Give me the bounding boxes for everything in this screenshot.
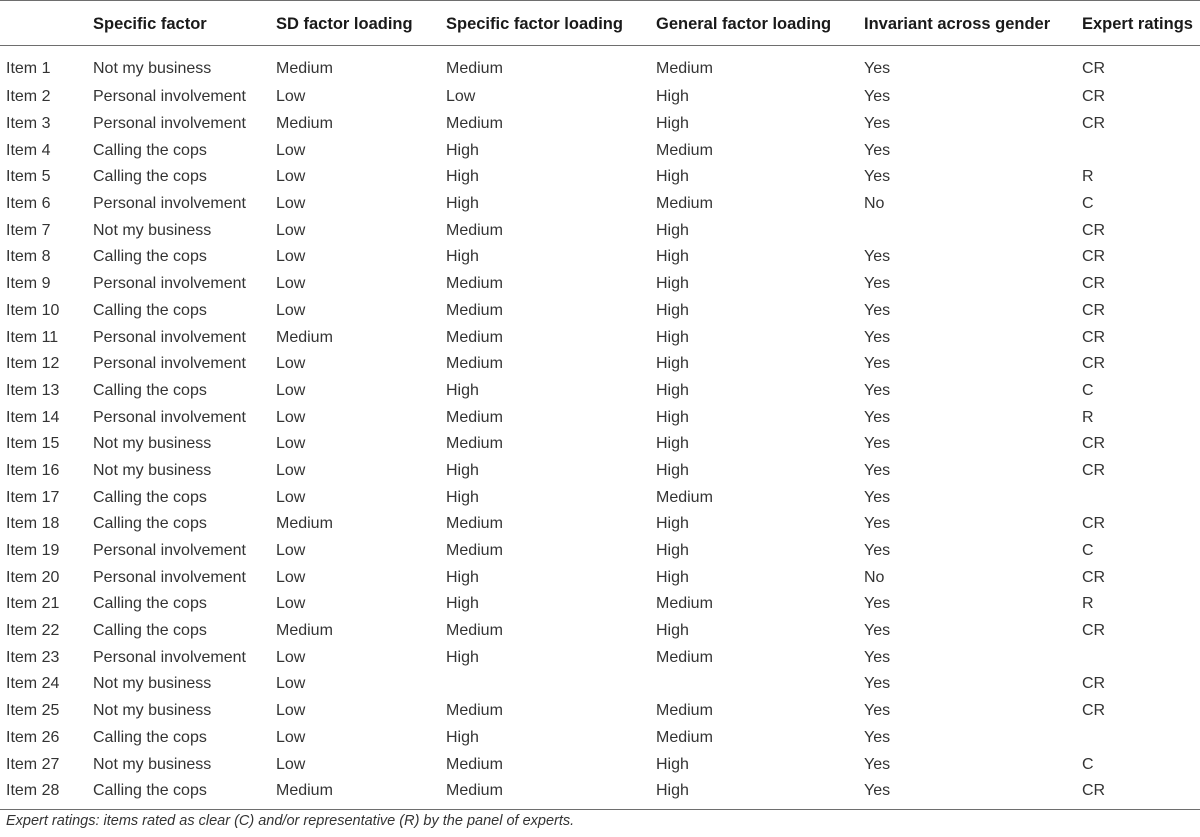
table-row <box>0 484 1200 511</box>
header-specific-factor-loading: Specific factor loading <box>446 1 656 46</box>
cell-specific-factor-loading: High <box>446 168 479 186</box>
cell-specific-factor-loading: High <box>446 595 479 613</box>
cell-invariant-across-gender: Yes <box>864 595 891 613</box>
cell-sd-factor-loading: Low <box>276 542 306 560</box>
cell-general-factor-loading: High <box>656 381 689 399</box>
table-row <box>0 164 1200 191</box>
cell-sd-factor-loading: Medium <box>276 328 333 346</box>
cell-invariant-across-gender: Yes <box>864 702 891 720</box>
cell-sd-factor-loading: Medium <box>276 60 333 77</box>
cell-sd-factor-loading: Low <box>276 248 306 266</box>
table-row <box>0 137 1200 164</box>
cell-specific-factor-loading: Medium <box>446 755 503 773</box>
cell-expert-rating: CR <box>1082 622 1106 640</box>
table-row <box>0 84 1200 111</box>
cell-item-label: Item 10 <box>6 301 60 319</box>
table-row <box>0 217 1200 244</box>
table-row <box>0 46 1200 85</box>
cell-specific-factor: Personal involvement <box>93 275 246 293</box>
header-row <box>0 1 1200 46</box>
cell-general-factor-loading: Medium <box>656 702 713 720</box>
cell-sd-factor-loading: Low <box>276 381 306 399</box>
cell-item-label: Item 20 <box>6 568 60 586</box>
cell-specific-factor-loading: High <box>446 648 479 666</box>
cell-sd-factor-loading: Low <box>276 195 306 213</box>
cell-item-label: Item 19 <box>6 542 60 560</box>
cell-sd-factor-loading: Medium <box>276 778 446 809</box>
cell-sd-factor-loading: Low <box>276 595 306 613</box>
cell-sd-factor-loading: Low <box>276 461 306 479</box>
cell-sd-factor-loading: Low <box>276 301 306 319</box>
cell-expert-rating: CR <box>1082 301 1106 319</box>
cell-specific-factor-loading: High <box>446 461 479 479</box>
table-row <box>0 618 1200 645</box>
cell-general-factor-loading: High <box>656 355 689 373</box>
cell-general-factor-loading: Medium <box>656 60 713 77</box>
cell-general-factor-loading: High <box>656 328 689 346</box>
cell-expert-rating: CR <box>1082 275 1106 293</box>
cell-item-label: Item 4 <box>6 141 51 159</box>
cell-specific-factor: Calling the cops <box>93 595 207 613</box>
cell-expert-rating: CR <box>1082 88 1106 106</box>
cell-expert-rating: CR <box>1082 221 1106 239</box>
cell-specific-factor-loading <box>446 671 656 698</box>
table-row <box>0 351 1200 378</box>
cell-invariant-across-gender: Yes <box>864 275 891 293</box>
table-row <box>0 778 1200 809</box>
cell-invariant-across-gender: Yes <box>864 355 891 373</box>
cell-item-label: Item 9 <box>6 275 51 293</box>
cell-specific-factor-loading: Medium <box>446 778 656 809</box>
cell-item-label: Item 5 <box>6 168 51 186</box>
cell-specific-factor-loading: High <box>446 248 479 266</box>
cell-specific-factor-loading: Medium <box>446 408 503 426</box>
cell-general-factor-loading: High <box>656 435 689 453</box>
cell-item-label: Item 7 <box>6 221 51 239</box>
cell-item-label: Item 16 <box>6 461 60 479</box>
table-row <box>0 431 1200 458</box>
cell-expert-rating <box>1082 137 1200 164</box>
table-row <box>0 538 1200 565</box>
cell-item-label: Item 28 <box>0 778 93 809</box>
cell-item-label: Item 23 <box>6 648 60 666</box>
cell-item-label: Item 22 <box>6 622 60 640</box>
cell-specific-factor: Calling the cops <box>93 301 207 319</box>
cell-invariant-across-gender: Yes <box>864 755 891 773</box>
cell-item-label: Item 27 <box>6 755 60 773</box>
cell-sd-factor-loading: Low <box>276 675 306 693</box>
cell-sd-factor-loading: Low <box>276 568 306 586</box>
cell-general-factor-loading: High <box>656 221 689 239</box>
table-row <box>0 458 1200 485</box>
cell-invariant-across-gender: Yes <box>864 542 891 560</box>
cell-general-factor-loading: High <box>656 248 689 266</box>
cell-specific-factor: Not my business <box>93 675 212 693</box>
cell-general-factor-loading: High <box>656 755 689 773</box>
cell-expert-rating: C <box>1082 381 1094 399</box>
cell-item-label: Item 18 <box>6 515 60 533</box>
cell-item-label: Item 14 <box>6 408 60 426</box>
cell-expert-rating: R <box>1082 595 1094 613</box>
cell-invariant-across-gender: Yes <box>864 115 891 133</box>
cell-invariant-across-gender <box>864 217 1082 244</box>
header-general-factor-loading: General factor loading <box>656 1 864 46</box>
cell-sd-factor-loading: Low <box>276 408 306 426</box>
cell-general-factor-loading: High <box>656 88 689 106</box>
cell-item-label: Item 26 <box>6 728 60 746</box>
cell-item-label: Item 3 <box>6 115 51 133</box>
cell-item-label: Item 25 <box>6 702 60 720</box>
cell-general-factor-loading <box>656 671 864 698</box>
cell-invariant-across-gender: Yes <box>864 778 1082 809</box>
cell-invariant-across-gender: Yes <box>864 88 891 106</box>
cell-specific-factor: Not my business <box>93 461 212 479</box>
table-row <box>0 591 1200 618</box>
cell-general-factor-loading: Medium <box>656 141 713 159</box>
cell-item-label: Item 12 <box>6 355 60 373</box>
cell-expert-rating: CR <box>1082 115 1106 133</box>
table-row <box>0 378 1200 405</box>
cell-invariant-across-gender: Yes <box>864 328 891 346</box>
cell-invariant-across-gender: Yes <box>864 675 891 693</box>
cell-specific-factor-loading: Medium <box>446 622 503 640</box>
cell-specific-factor: Calling the cops <box>93 168 207 186</box>
table-row <box>0 298 1200 325</box>
header-sd-factor-loading: SD factor loading <box>276 1 446 46</box>
cell-invariant-across-gender: No <box>864 195 885 213</box>
cell-item-label: Item 6 <box>6 195 51 213</box>
cell-expert-rating <box>1082 725 1200 752</box>
cell-specific-factor-loading: Medium <box>446 115 503 133</box>
cell-sd-factor-loading: Medium <box>276 622 333 640</box>
cell-specific-factor: Personal involvement <box>93 408 246 426</box>
cell-expert-rating: CR <box>1082 675 1106 693</box>
cell-expert-rating: CR <box>1082 461 1106 479</box>
cell-general-factor-loading: Medium <box>656 648 713 666</box>
cell-sd-factor-loading: Medium <box>276 515 333 533</box>
cell-sd-factor-loading: Low <box>276 488 306 506</box>
cell-expert-rating: C <box>1082 195 1094 213</box>
cell-invariant-across-gender: Yes <box>864 435 891 453</box>
cell-specific-factor: Calling the cops <box>93 515 207 533</box>
cell-invariant-across-gender: Yes <box>864 141 891 159</box>
cell-general-factor-loading: High <box>656 778 864 809</box>
header-specific-factor: Specific factor <box>93 1 276 46</box>
table-row <box>0 751 1200 778</box>
header-expert-ratings: Expert ratings <box>1082 1 1200 46</box>
cell-sd-factor-loading: Low <box>276 168 306 186</box>
cell-expert-rating: R <box>1082 168 1094 186</box>
cell-general-factor-loading: High <box>656 168 689 186</box>
cell-specific-factor-loading: Medium <box>446 542 503 560</box>
cell-general-factor-loading: High <box>656 115 689 133</box>
cell-specific-factor: Not my business <box>93 435 212 453</box>
cell-invariant-across-gender: Yes <box>864 488 891 506</box>
cell-invariant-across-gender: Yes <box>864 515 891 533</box>
cell-specific-factor: Personal involvement <box>93 195 246 213</box>
table-body <box>0 46 1200 810</box>
cell-specific-factor: Personal involvement <box>93 115 246 133</box>
table-footnote: Expert ratings: items rated as clear (C) and/or representative (R) by the panel of experts. <box>6 813 575 829</box>
table-row <box>0 564 1200 591</box>
cell-sd-factor-loading: Low <box>276 648 306 666</box>
table-row <box>0 404 1200 431</box>
cell-specific-factor-loading: Medium <box>446 435 503 453</box>
cell-general-factor-loading: Medium <box>656 728 713 746</box>
cell-sd-factor-loading: Low <box>276 355 306 373</box>
cell-item-label: Item 21 <box>6 595 60 613</box>
cell-sd-factor-loading: Low <box>276 88 306 106</box>
cell-item-label: Item 2 <box>6 88 51 106</box>
cell-sd-factor-loading: Medium <box>276 115 333 133</box>
cell-sd-factor-loading: Low <box>276 221 306 239</box>
cell-specific-factor: Personal involvement <box>93 568 246 586</box>
cell-invariant-across-gender: Yes <box>864 408 891 426</box>
cell-general-factor-loading: High <box>656 461 689 479</box>
cell-expert-rating: CR <box>1082 60 1106 77</box>
cell-specific-factor: Calling the cops <box>93 248 207 266</box>
cell-specific-factor-loading: Medium <box>446 275 503 293</box>
cell-expert-rating: R <box>1082 408 1094 426</box>
cell-expert-rating: C <box>1082 542 1094 560</box>
cell-general-factor-loading: High <box>656 275 689 293</box>
cell-specific-factor-loading: Medium <box>446 702 503 720</box>
cell-general-factor-loading: High <box>656 408 689 426</box>
cell-invariant-across-gender: Yes <box>864 301 891 319</box>
cell-sd-factor-loading: Low <box>276 755 306 773</box>
cell-specific-factor: Personal involvement <box>93 88 246 106</box>
cell-item-label: Item 15 <box>6 435 60 453</box>
table-row <box>0 725 1200 752</box>
cell-specific-factor: Personal involvement <box>93 328 246 346</box>
cell-specific-factor-loading: High <box>446 141 479 159</box>
cell-item-label: Item 13 <box>6 381 60 399</box>
cell-specific-factor: Not my business <box>93 755 212 773</box>
cell-item-label: Item 11 <box>6 328 59 346</box>
header-item <box>0 1 93 46</box>
cell-specific-factor: Personal involvement <box>93 355 246 373</box>
cell-expert-rating: CR <box>1082 568 1106 586</box>
cell-specific-factor: Personal involvement <box>93 648 246 666</box>
cell-sd-factor-loading: Low <box>276 435 306 453</box>
cell-sd-factor-loading: Low <box>276 141 306 159</box>
cell-specific-factor: Calling the cops <box>93 778 276 809</box>
cell-specific-factor: Not my business <box>93 702 212 720</box>
table-row <box>0 698 1200 725</box>
cell-general-factor-loading: High <box>656 568 689 586</box>
table-row <box>0 324 1200 351</box>
cell-expert-rating: CR <box>1082 778 1200 809</box>
cell-item-label: Item 1 <box>6 60 51 77</box>
cell-invariant-across-gender: Yes <box>864 461 891 479</box>
cell-specific-factor-loading: Medium <box>446 355 503 373</box>
cell-expert-rating: CR <box>1082 515 1106 533</box>
cell-sd-factor-loading: Low <box>276 275 306 293</box>
cell-invariant-across-gender: Yes <box>864 381 891 399</box>
cell-expert-rating <box>1082 644 1200 671</box>
cell-general-factor-loading: Medium <box>656 595 713 613</box>
cell-specific-factor-loading: High <box>446 195 479 213</box>
cell-general-factor-loading: Medium <box>656 488 713 506</box>
cell-specific-factor-loading: Medium <box>446 515 503 533</box>
cell-invariant-across-gender: Yes <box>864 248 891 266</box>
table-row <box>0 671 1200 698</box>
cell-general-factor-loading: High <box>656 542 689 560</box>
cell-specific-factor: Calling the cops <box>93 141 207 159</box>
cell-specific-factor-loading: High <box>446 381 479 399</box>
cell-specific-factor: Not my business <box>93 60 212 77</box>
cell-expert-rating: CR <box>1082 435 1106 453</box>
cell-specific-factor-loading: Medium <box>446 60 503 77</box>
cell-expert-rating: CR <box>1082 328 1106 346</box>
table-row <box>0 244 1200 271</box>
cell-invariant-across-gender: No <box>864 568 885 586</box>
cell-specific-factor-loading: High <box>446 568 479 586</box>
cell-expert-rating: CR <box>1082 355 1106 373</box>
cell-sd-factor-loading: Low <box>276 728 306 746</box>
cell-specific-factor-loading: Medium <box>446 221 503 239</box>
cell-general-factor-loading: High <box>656 622 689 640</box>
cell-specific-factor: Not my business <box>93 221 212 239</box>
cell-expert-rating <box>1082 484 1200 511</box>
cell-item-label: Item 24 <box>6 675 60 693</box>
cell-specific-factor-loading: Medium <box>446 328 503 346</box>
table-row <box>0 511 1200 538</box>
table-row <box>0 191 1200 218</box>
cell-expert-rating: C <box>1082 755 1094 773</box>
cell-expert-rating: CR <box>1082 248 1106 266</box>
table-row <box>0 644 1200 671</box>
cell-specific-factor-loading: Medium <box>446 301 503 319</box>
cell-specific-factor: Calling the cops <box>93 622 207 640</box>
cell-specific-factor-loading: High <box>446 728 479 746</box>
cell-expert-rating: CR <box>1082 702 1106 720</box>
table-header <box>0 1 1200 46</box>
cell-invariant-across-gender: Yes <box>864 622 891 640</box>
cell-general-factor-loading: High <box>656 301 689 319</box>
header-invariant-across-gender: Invariant across gender <box>864 1 1082 46</box>
cell-specific-factor: Calling the cops <box>93 381 207 399</box>
cell-specific-factor-loading: High <box>446 488 479 506</box>
cell-invariant-across-gender: Yes <box>864 168 891 186</box>
cell-specific-factor: Calling the cops <box>93 728 207 746</box>
cell-specific-factor: Calling the cops <box>93 488 207 506</box>
cell-invariant-across-gender: Yes <box>864 60 891 77</box>
cell-item-label: Item 8 <box>6 248 51 266</box>
cell-item-label: Item 17 <box>6 488 60 506</box>
cell-specific-factor: Personal involvement <box>93 542 246 560</box>
table-row <box>0 111 1200 138</box>
cell-specific-factor-loading: Low <box>446 88 476 106</box>
cell-general-factor-loading: Medium <box>656 195 713 213</box>
cell-invariant-across-gender: Yes <box>864 728 891 746</box>
table-row <box>0 271 1200 298</box>
cell-sd-factor-loading: Low <box>276 702 306 720</box>
cell-general-factor-loading: High <box>656 515 689 533</box>
cell-invariant-across-gender: Yes <box>864 648 891 666</box>
